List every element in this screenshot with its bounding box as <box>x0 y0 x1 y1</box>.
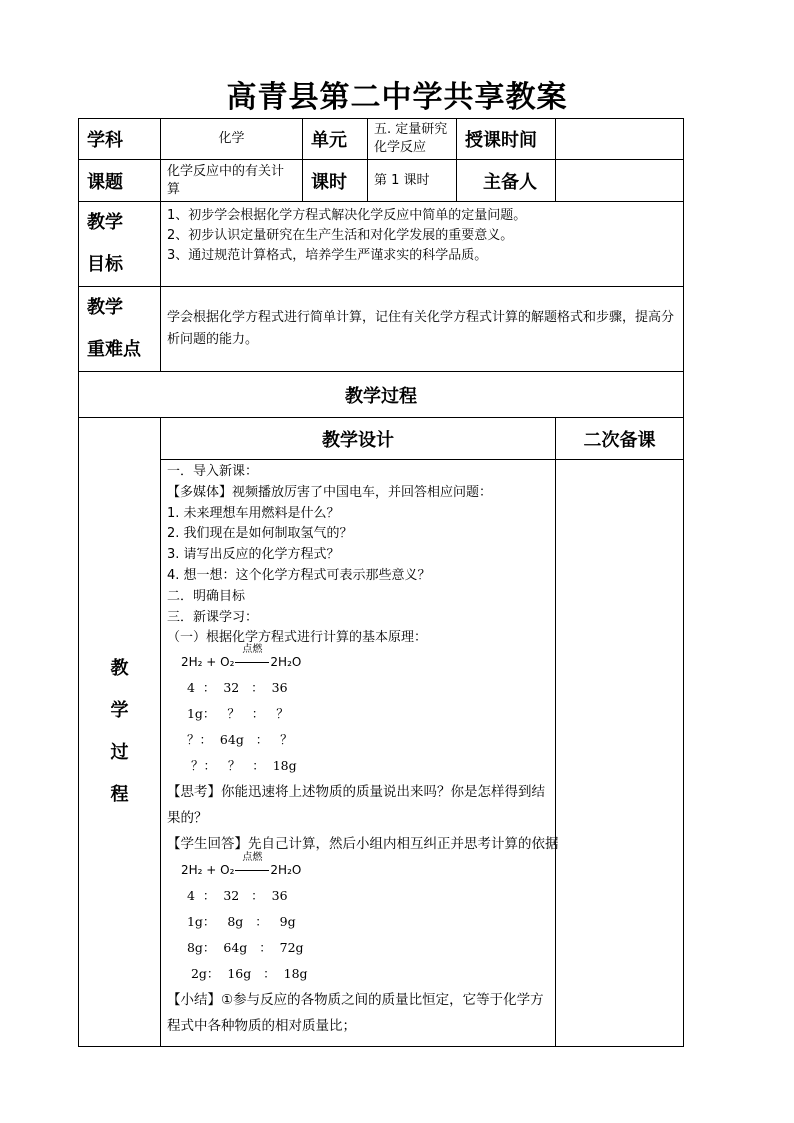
goals-label <box>79 202 161 287</box>
equation-1 <box>167 643 549 675</box>
document-title: 高青县第二中学共享教案 <box>226 80 568 115</box>
lesson-plan-table <box>78 118 684 1047</box>
ratio-line: 1g： 8g ： 9g <box>183 914 296 930</box>
row-process-heading <box>79 372 684 418</box>
goals-label-line2: 目标 <box>87 254 123 275</box>
ratio-line: 8g： 64g ： 72g <box>183 940 304 956</box>
ratio-line: 2g： 16g ： 18g <box>183 966 308 982</box>
preparer-label: 主备人 <box>457 160 556 202</box>
unit-label: 单元 <box>303 119 368 160</box>
content-line: 1. 未来理想车用燃料是什么？ <box>167 505 340 521</box>
subject-label: 学科 <box>79 119 161 160</box>
content-line: 三．新课学习： <box>167 609 259 625</box>
equation-right: 2H₂O <box>270 863 302 878</box>
process-side-label <box>79 418 161 1047</box>
goal-item: 3、通过规范计算格式，培养学生严谨求实的科学品质。 <box>167 248 488 263</box>
difficulty-label <box>79 287 161 372</box>
row-difficulty <box>79 287 684 372</box>
content-line: 4. 想一想：这个化学方程式可表示那些意义？ <box>167 567 431 583</box>
difficulty-label-line1: 教学 <box>87 297 123 318</box>
equation-left: 2H₂ + O₂ <box>181 655 235 670</box>
ratio-line: ？： 64g ： ？ <box>183 732 293 748</box>
row-goals <box>79 202 684 287</box>
content-line: 一．导入新课： <box>167 464 259 479</box>
design-content <box>161 460 559 1047</box>
topic-label: 课题 <box>79 160 161 202</box>
side-char: 教 <box>110 658 129 679</box>
period-value: 第 1 课时 <box>368 160 457 202</box>
content-line: 2. 我们现在是如何制取氢气的？ <box>167 526 353 542</box>
think-prompt: 【思考】你能迅速将上述物质的质量说出来吗？你是怎样得到结果的？ <box>167 784 545 827</box>
side-char: 学 <box>110 700 129 721</box>
unit-value: 五. 定量研究化学反应 <box>368 119 457 160</box>
content-line: 二．明确目标 <box>167 588 246 604</box>
content-line: （一）根据化学方程式进行计算的基本原理： <box>167 630 428 646</box>
difficulty-label-line2: 重难点 <box>87 339 141 360</box>
teaching-time-label: 授课时间 <box>457 119 556 160</box>
reaction-condition-arrow <box>235 851 269 876</box>
student-answer: 【学生回答】先自己计算，然后小组内相互纠正并思考计算的依据 <box>167 836 559 853</box>
period-label: 课时 <box>303 160 368 202</box>
second-review-content <box>556 460 684 1047</box>
row-design-body <box>79 460 684 1047</box>
row-design-heading <box>79 418 684 460</box>
row-subject <box>79 119 684 160</box>
side-char: 程 <box>110 784 129 805</box>
goals-content <box>161 202 684 287</box>
preparer-value <box>556 160 684 202</box>
topic-value: 化学反应中的有关计算 <box>161 160 303 202</box>
summary: 【小结】①参与反应的各物质之间的质量比恒定，它等于化学方程式中各种物质的相对质量比； <box>167 992 544 1035</box>
design-heading: 教学设计 <box>161 418 556 460</box>
goal-item: 1、初步学会根据化学方程式解决化学反应中简单的定量问题。 <box>167 208 527 223</box>
process-heading: 教学过程 <box>79 372 684 418</box>
equation-right: 2H₂O <box>270 655 302 670</box>
condition-text: 点燃 <box>242 851 263 863</box>
ratio-line: 4 ： 32 ： 36 <box>187 680 288 696</box>
content-line: 3. 请写出反应的化学方程式？ <box>167 547 340 563</box>
goals-label-line1: 教学 <box>87 212 123 233</box>
reaction-condition-arrow <box>235 643 269 668</box>
ratio-line: 1g： ？ ： ？ <box>183 706 289 722</box>
teaching-time-value <box>556 119 684 160</box>
row-topic <box>79 160 684 202</box>
side-char: 过 <box>110 742 129 763</box>
ratio-line: 4 ： 32 ： 36 <box>187 888 288 904</box>
goal-item: 2、初步认识定量研究在生产生活和对化学发展的重要意义。 <box>167 228 514 243</box>
equation-2 <box>167 851 549 883</box>
subject-value: 化学 <box>161 119 303 160</box>
second-review-heading: 二次备课 <box>556 418 684 460</box>
ratio-line: ？： ？ ： 18g <box>183 758 297 774</box>
equation-left: 2H₂ + O₂ <box>181 863 235 878</box>
difficulty-text: 学会根据化学方程式进行简单计算，记住有关化学方程式计算的解题格式和步骤，提高分析问题的能力。 <box>161 287 684 372</box>
condition-text: 点燃 <box>242 643 263 655</box>
content-line: 【多媒体】视频播放厉害了中国电车，并回答相应问题： <box>167 484 493 500</box>
